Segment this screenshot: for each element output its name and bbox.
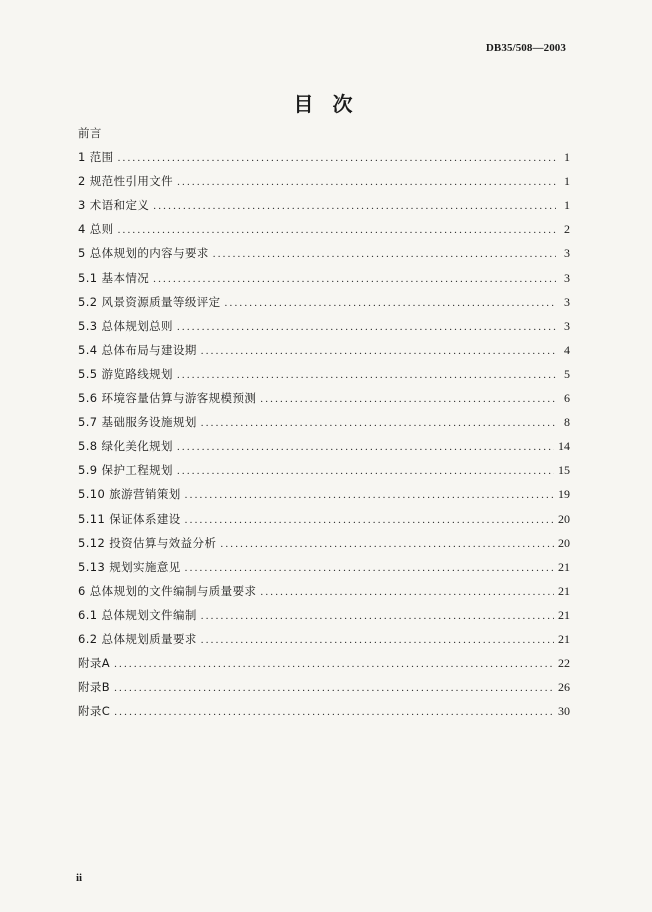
toc-leader-dots — [220, 532, 554, 556]
toc-entry-label: 附录A — [78, 656, 111, 671]
toc-entry-page: 21 — [558, 559, 570, 574]
toc-leader-dots — [177, 363, 556, 387]
toc-leader-dots — [201, 628, 554, 652]
page-number: ii — [76, 872, 83, 884]
toc-entry-label: 5.2 风景资源质量等级评定 — [78, 294, 221, 309]
toc-entry-label: 5.9 保护工程规划 — [78, 463, 173, 478]
toc-entry-label: 5.11 保证体系建设 — [78, 511, 181, 526]
toc-leader-dots — [185, 508, 554, 532]
toc-entry[interactable] — [78, 507, 570, 531]
toc-entry-page: 30 — [558, 704, 570, 719]
toc-entry-page: 21 — [558, 631, 570, 646]
toc-leader-dots — [260, 580, 554, 604]
toc-entry-label: 5.10 旅游营销策划 — [78, 487, 181, 502]
toc-entry-label: 5.13 规划实施意见 — [78, 559, 181, 574]
document-code: DB35/508—2003 — [485, 42, 566, 54]
toc-leader-dots — [225, 291, 556, 315]
toc-leader-dots — [260, 387, 556, 411]
toc-leader-dots — [118, 146, 556, 170]
toc-entry-page: 20 — [558, 535, 570, 550]
toc-entry-page: 5 — [564, 366, 570, 381]
toc-entry-label: 5.6 环境容量估算与游客规模预测 — [78, 391, 257, 406]
toc-entry-label: 3 术语和定义 — [78, 198, 150, 213]
toc-entry-page: 4 — [564, 342, 570, 357]
toc-entry[interactable] — [78, 651, 570, 675]
toc-leader-dots — [114, 652, 554, 676]
toc-entry[interactable] — [78, 386, 570, 410]
toc-entry[interactable] — [78, 121, 570, 145]
toc-entry-label: 2 规范性引用文件 — [78, 174, 174, 189]
toc-entry[interactable] — [78, 579, 570, 603]
toc-entry[interactable] — [78, 362, 570, 386]
toc-entry-label: 5.5 游览路线规划 — [78, 366, 173, 381]
toc-leader-dots — [114, 700, 554, 724]
toc-entry[interactable] — [78, 603, 570, 627]
toc-entry[interactable] — [78, 410, 570, 434]
toc-entry-page: 21 — [558, 583, 570, 598]
toc-entry[interactable] — [78, 314, 570, 338]
toc-leader-dots — [201, 604, 554, 628]
toc-entry[interactable] — [78, 266, 570, 290]
toc-leader-dots — [201, 339, 556, 363]
toc-entry-label: 5.8 绿化美化规划 — [78, 439, 173, 454]
toc-entry[interactable] — [78, 531, 570, 555]
toc-entry[interactable] — [78, 145, 570, 169]
toc-entry-page: 26 — [558, 680, 570, 695]
toc-entry-label: 5.1 基本情况 — [78, 270, 150, 285]
toc-entry-page: 2 — [564, 222, 570, 237]
toc-entry-label: 6.2 总体规划质量要求 — [78, 631, 197, 646]
toc-entry-page: 1 — [564, 198, 570, 213]
toc-leader-dots — [201, 411, 556, 435]
toc-entry-page: 15 — [558, 463, 570, 478]
toc-entry-label: 附录B — [78, 680, 111, 695]
toc-entry[interactable] — [78, 290, 570, 314]
toc-entry[interactable] — [78, 555, 570, 579]
toc-entry-label: 5.4 总体布局与建设期 — [78, 342, 197, 357]
toc-entry[interactable] — [78, 482, 570, 506]
toc-entry-page: 1 — [564, 174, 570, 189]
toc-entry[interactable] — [78, 193, 570, 217]
toc-entry-label: 1 范围 — [78, 150, 114, 165]
toc-leader-dots — [185, 556, 554, 580]
toc-entry-page: 3 — [564, 318, 570, 333]
toc-entry-page: 1 — [564, 150, 570, 165]
toc-entry-label: 6.1 总体规划文件编制 — [78, 607, 197, 622]
table-of-contents — [78, 121, 570, 723]
toc-entry-page: 3 — [564, 294, 570, 309]
toc-leader-dots — [177, 315, 556, 339]
toc-entry-page: 3 — [564, 270, 570, 285]
page-title: 目 次 — [293, 92, 359, 116]
toc-entry-page: 8 — [564, 415, 570, 430]
toc-leader-dots — [114, 676, 554, 700]
toc-entry-page: 14 — [558, 439, 570, 454]
toc-entry-page: 22 — [558, 656, 570, 671]
toc-leader-dots — [153, 194, 556, 218]
toc-leader-dots — [177, 435, 554, 459]
toc-entry[interactable] — [78, 169, 570, 193]
toc-leader-dots — [185, 483, 554, 507]
toc-entry-page: 19 — [558, 487, 570, 502]
toc-leader-dots — [177, 459, 554, 483]
toc-leader-dots — [153, 267, 556, 291]
toc-entry-page: 6 — [564, 391, 570, 406]
toc-entry-label: 5.12 投资估算与效益分析 — [78, 535, 217, 550]
toc-entry[interactable] — [78, 627, 570, 651]
toc-entry-label: 5.7 基础服务设施规划 — [78, 415, 197, 430]
toc-entry[interactable] — [78, 699, 570, 723]
toc-entry-page: 20 — [558, 511, 570, 526]
toc-leader-dots — [177, 170, 556, 194]
toc-entry-page: 21 — [558, 607, 570, 622]
toc-entry[interactable] — [78, 217, 570, 241]
toc-entry-label: 5 总体规划的内容与要求 — [78, 246, 209, 261]
toc-entry-label: 6 总体规划的文件编制与质量要求 — [78, 583, 257, 598]
toc-entry[interactable] — [78, 241, 570, 265]
toc-entry[interactable] — [78, 434, 570, 458]
toc-leader-dots — [118, 218, 556, 242]
toc-entry-label: 4 总则 — [78, 222, 114, 237]
toc-entry[interactable] — [78, 338, 570, 362]
toc-entry-label: 5.3 总体规划总则 — [78, 318, 173, 333]
toc-leader-dots — [213, 242, 556, 266]
toc-entry-label: 附录C — [78, 704, 111, 719]
toc-entry[interactable] — [78, 675, 570, 699]
toc-entry-page: 3 — [564, 246, 570, 261]
toc-entry[interactable] — [78, 458, 570, 482]
toc-entry-label: 前言 — [78, 126, 102, 140]
